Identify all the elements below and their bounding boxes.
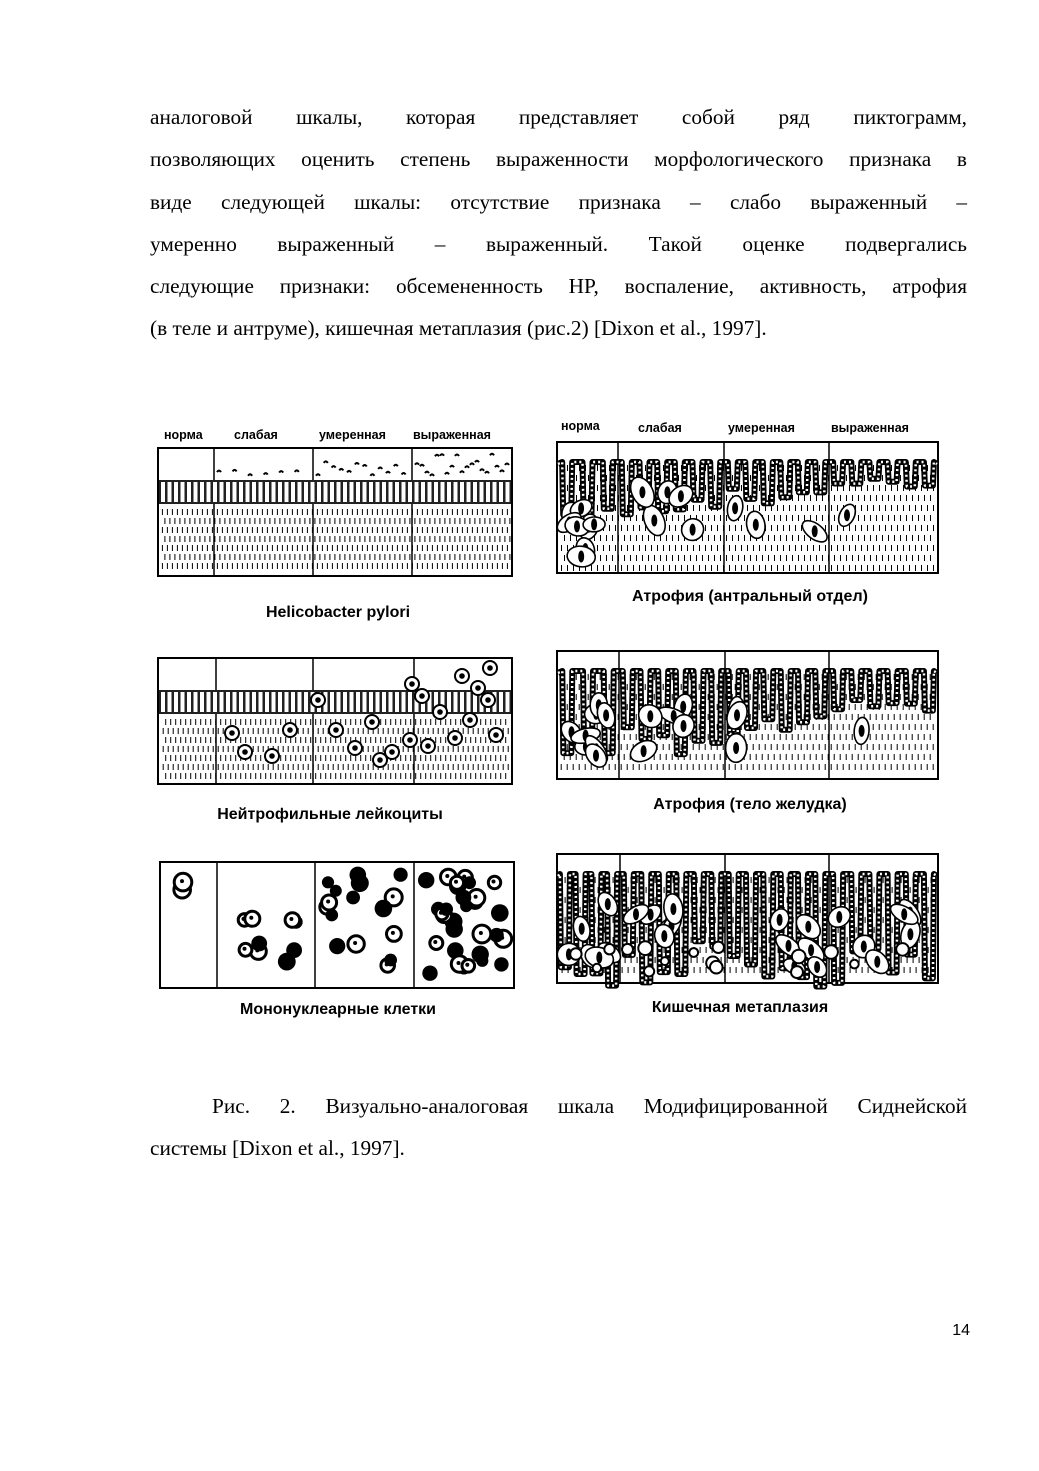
neutrophil-nucleus (419, 693, 425, 699)
cell-nucleus (474, 895, 478, 899)
gland-lumen (633, 908, 639, 920)
grade-label-left: умеренная (319, 428, 386, 442)
neutrophil-nucleus (409, 681, 415, 687)
cell-nucleus (465, 963, 469, 967)
cell-nucleus (433, 940, 437, 944)
goblet-cell (661, 957, 669, 965)
neutrophil-nucleus (287, 727, 293, 733)
body-line: следующие признаки: обсемененность HP, воспаление, активность, атрофия (150, 274, 967, 299)
gland-lumen (593, 750, 599, 762)
body-line: аналоговой шкалы, которая представляет собой ряд пиктограмм, (150, 105, 967, 129)
neutrophil-nucleus (425, 743, 431, 749)
mononuclear-cell (329, 938, 345, 954)
caption-line: Рис. 2. Визуально-аналоговая шкала Модифицированной Сиднейской (212, 1094, 967, 1118)
gland-lumen (591, 518, 597, 530)
goblet-cell (644, 966, 654, 976)
gland-lumen (859, 725, 865, 737)
gland-lumen (836, 911, 842, 923)
gland-lumen (907, 928, 913, 940)
grade-label-right: умеренная (728, 421, 795, 435)
mononuclear-cell (394, 868, 408, 882)
goblet-cell (896, 943, 909, 956)
gland-lumen (814, 961, 820, 973)
gland-lumen (579, 923, 585, 935)
cell-nucleus (243, 947, 247, 951)
cell-nucleus (180, 879, 184, 883)
mononuclear-cell (384, 954, 397, 967)
mononuclear-cell (422, 966, 437, 981)
neutrophil-nucleus (333, 727, 339, 733)
caption-line: системы [Dixon et al., 1997]. (150, 1136, 405, 1161)
gland-lumen (734, 709, 740, 721)
body-line: позволяющих оценить степень выраженности морфологического признака в (150, 147, 967, 172)
goblet-cell (593, 964, 601, 972)
goblet-cell (604, 944, 614, 954)
body-line: виде следующей шкалы: отсутствие признака – слабо выраженный – (150, 189, 967, 214)
goblet-cell (689, 948, 698, 957)
surface-epithelium (159, 690, 511, 714)
gland-lumen (681, 720, 687, 732)
neutrophil-nucleus (467, 717, 473, 723)
cell-nucleus (454, 880, 458, 884)
gland-lumen (603, 709, 609, 721)
gland-lumen (777, 914, 783, 926)
mononuclear-cell (418, 872, 434, 888)
panel-title-mononuclear: Мононуклеарные клетки (239, 1001, 437, 1018)
grade-label-left: выраженная (413, 428, 491, 442)
cell-nucleus (326, 900, 330, 904)
goblet-cell (713, 942, 724, 953)
cell-nucleus (457, 961, 461, 965)
cell-nucleus (391, 894, 395, 898)
neutrophil-nucleus (369, 719, 375, 725)
goblet-cell (710, 961, 723, 974)
gland-lumen (639, 486, 645, 498)
mononuclear-cell (491, 904, 509, 922)
grade-label-left: слабая (234, 428, 278, 442)
panel-atrophy-body (557, 651, 938, 779)
gland-lumen (578, 502, 584, 514)
gland-lumen (641, 745, 647, 757)
grade-label-left: норма (164, 428, 203, 442)
panel-title-metaplasia: Кишечная метаплазия (651, 999, 829, 1016)
mononuclear-cell (440, 903, 453, 916)
gland-lumen (574, 520, 580, 532)
panel-mononuclear-cells (160, 862, 514, 988)
cell-nucleus (391, 931, 395, 935)
neutrophil-nucleus (229, 730, 235, 736)
mononuclear-cell (456, 890, 472, 906)
gland-lumen (678, 490, 684, 502)
panel-title-neutrophils: Нейтрофильные лейкоциты (217, 806, 443, 823)
gland-lumen (812, 525, 818, 537)
mononuclear-cell (330, 885, 342, 897)
surface-epithelium (159, 480, 511, 504)
cell-nucleus (289, 917, 293, 921)
mononuclear-cell (476, 955, 488, 967)
neutrophil-nucleus (407, 737, 413, 743)
neutrophil-nucleus (452, 735, 458, 741)
panel-title-atrophy-antrum: Атрофия (антральный отдел) (632, 588, 868, 605)
neutrophil-nucleus (459, 673, 465, 679)
gland-lumen (578, 551, 584, 563)
cell-nucleus (492, 880, 496, 884)
panel-neutrophils (158, 658, 512, 784)
gland-lumen (647, 710, 653, 722)
grade-label-right: норма (561, 419, 600, 433)
neutrophil-nucleus (352, 745, 358, 751)
gland-lumen (786, 940, 792, 952)
mononuclear-cell (350, 867, 367, 884)
gland-lumen (690, 524, 696, 536)
gland-lumen (753, 519, 759, 531)
panel-intestinal-metaplasia (556, 854, 938, 987)
goblet-cell (792, 950, 806, 964)
neutrophil-nucleus (437, 709, 443, 715)
neutrophil-nucleus (242, 749, 248, 755)
gland-lumen (808, 944, 814, 956)
gland-lumen (661, 930, 667, 942)
panel-title-hp: Helicobacter pylori (265, 604, 411, 621)
goblet-cell (638, 941, 652, 955)
panel-helicobacter-pylori (158, 448, 512, 576)
panel-title-atrophy-body: Атрофия (тело желудка) (653, 796, 847, 813)
goblet-cell (850, 960, 859, 969)
mononuclear-cell (494, 957, 508, 971)
neutrophil-nucleus (475, 685, 481, 691)
goblet-cell (622, 944, 633, 955)
gland-lumen (733, 742, 739, 754)
gland-lumen (861, 941, 867, 953)
cell-nucleus (249, 916, 253, 920)
neutrophil-nucleus (315, 697, 321, 703)
neutrophil-nucleus (269, 753, 275, 759)
gland-lumen (805, 921, 811, 933)
body-line: (в теле и антруме), кишечная метаплазия (рис.2) [Dixon et al., 1997]. (150, 316, 767, 341)
panel-atrophy-antrum (554, 442, 938, 573)
gland-lumen (732, 502, 738, 514)
neutrophil-nucleus (485, 697, 491, 703)
mononuclear-cell (346, 891, 360, 905)
mononuclear-cell (375, 900, 393, 918)
mononuclear-cell (326, 909, 339, 922)
mononuclear-cell (251, 936, 267, 952)
gland-lumen (596, 952, 602, 964)
gland-lumen (901, 908, 907, 920)
goblet-cell (570, 948, 581, 959)
neutrophil-nucleus (389, 749, 395, 755)
neutrophil-nucleus (377, 757, 383, 763)
page-number: 14 (952, 1322, 970, 1339)
gland-lumen (605, 898, 611, 910)
neutrophil-nucleus (493, 732, 499, 738)
goblet-cell (791, 966, 803, 978)
cell-nucleus (479, 931, 483, 935)
grade-label-right: выраженная (831, 421, 909, 435)
cell-nucleus (353, 941, 357, 945)
cell-nucleus (445, 874, 449, 878)
figure-caption (150, 1085, 967, 1170)
goblet-cell (824, 945, 838, 959)
grade-label-right: слабая (638, 421, 682, 435)
body-line: умеренно выраженный – выраженный. Такой оценке подвергались (150, 231, 967, 256)
gland-lumen (844, 509, 850, 521)
mononuclear-cell (286, 942, 302, 958)
gland-lumen (874, 956, 880, 968)
gland-lumen (651, 515, 657, 527)
neutrophil-nucleus (487, 665, 493, 671)
gland-lumen (670, 903, 676, 915)
